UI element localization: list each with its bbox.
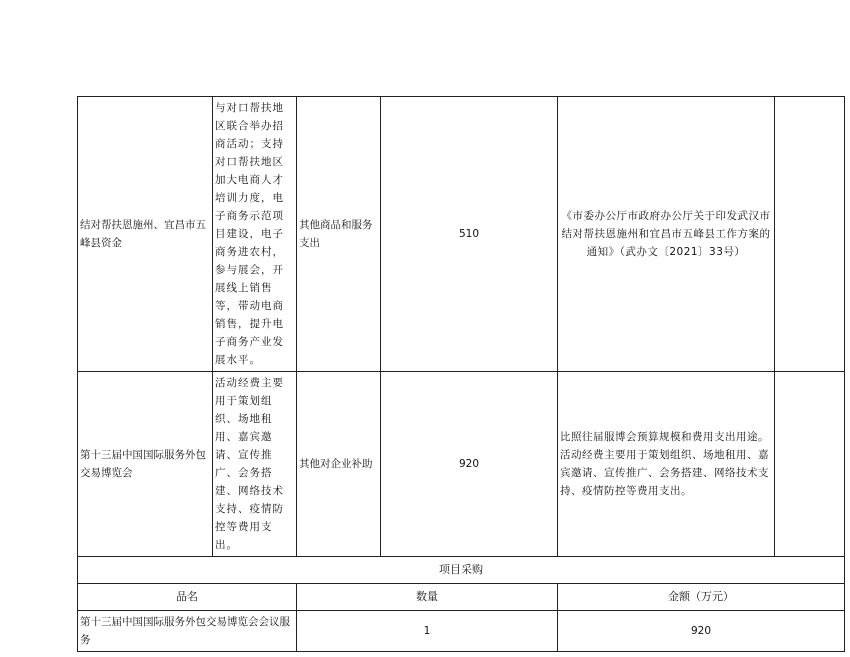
item-amount-cell: 920 (558, 611, 845, 652)
amount-cell: 510 (381, 97, 558, 372)
item-name-cell: 第十三届中国国际服务外包交易博览会会议服务 (78, 611, 297, 652)
amount-header: 金额（万元） (558, 584, 845, 611)
procurement-header-row (78, 584, 845, 611)
expense-category-cell: 其他对企业补助 (297, 372, 381, 557)
amount-cell: 920 (381, 372, 558, 557)
quantity-cell: 1 (297, 611, 558, 652)
section-title: 项目采购 (78, 557, 845, 584)
budget-table (77, 96, 845, 652)
empty-cell (775, 97, 845, 372)
basis-cell: 《市委办公厅市政府办公厅关于印发武汉市结对帮扶恩施州和宜昌市五峰县工作方案的通知》（武办文〔2021〕33号） (558, 97, 775, 372)
item-name-header: 品名 (78, 584, 297, 611)
quantity-header: 数量 (297, 584, 558, 611)
basis-cell: 比照往届服博会预算规模和费用支出用途。活动经费主要用于策划组织、场地租用、嘉宾邀请、宣传推广、会务搭建、网络技术支持、疫情防控等费用支出。 (558, 372, 775, 557)
project-description-cell: 与对口帮扶地区联合举办招商活动；支持对口帮扶地区加大电商人才培训力度，电子商务示范项目建设，电子商务进农村，参与展会，开展线上销售等，带动电商销售，提升电子商务产业发展水平。 (213, 97, 297, 372)
project-description-cell: 活动经费主要用于策划组织、场地租用、嘉宾邀请、宣传推广、会务搭建、网络技术支持、疫情防控等费用支出。 (213, 372, 297, 557)
project-name-cell: 第十三届中国国际服务外包交易博览会 (78, 372, 213, 557)
section-title-row (78, 557, 845, 584)
expense-category-cell: 其他商品和服务支出 (297, 97, 381, 372)
procurement-row (78, 611, 845, 652)
empty-cell (775, 372, 845, 557)
table-row (78, 372, 845, 557)
project-name-cell: 结对帮扶恩施州、宜昌市五峰县资金 (78, 97, 213, 372)
table-row (78, 97, 845, 372)
